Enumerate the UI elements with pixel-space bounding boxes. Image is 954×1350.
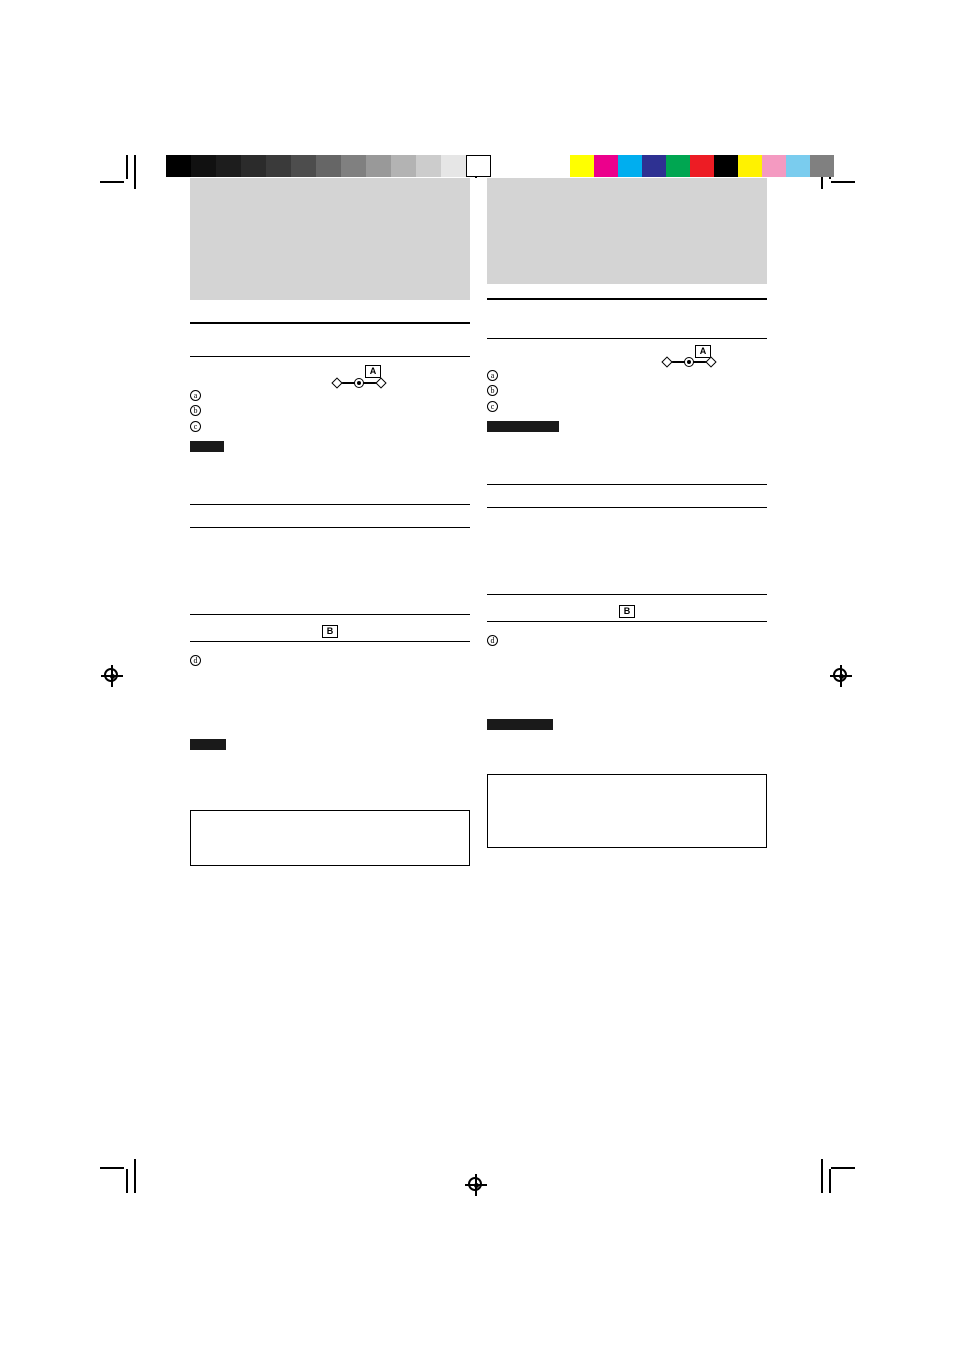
marker-circle-c: c — [190, 421, 201, 432]
callout-row-b — [487, 601, 767, 615]
callout-row-a — [487, 345, 767, 359]
list-item — [487, 380, 767, 396]
crop-mark-bottom-left — [100, 1155, 140, 1195]
marker-circle-d: d — [190, 655, 201, 666]
right-text-column — [487, 178, 767, 848]
marker-circle-d: d — [487, 635, 498, 646]
crop-mark-bottom-right — [815, 1155, 855, 1195]
process-color-control-bar — [570, 155, 834, 177]
callout-letter-b: B — [619, 605, 635, 618]
registration-target-left — [101, 665, 123, 687]
list-item — [190, 650, 470, 663]
connector-diagram — [663, 356, 715, 368]
crop-mark-top-left — [100, 155, 140, 195]
list-item — [190, 416, 470, 429]
callout-letter-a: A — [365, 365, 381, 378]
callout-letter-a: A — [695, 345, 711, 358]
marker-circle-a: a — [487, 370, 498, 381]
section-tag — [487, 719, 553, 730]
grayscale-step-wedge — [166, 155, 491, 177]
section-tag — [487, 421, 559, 432]
section-tag — [190, 739, 226, 750]
gray-tone-block-left — [190, 178, 470, 300]
callout-row-b — [190, 621, 470, 635]
note-box-left — [190, 810, 470, 866]
list-item — [487, 630, 767, 643]
callout-marker-list — [190, 385, 470, 429]
gray-tone-block-right — [487, 178, 767, 284]
left-text-column — [190, 178, 470, 866]
marker-circle-b: b — [190, 405, 201, 416]
list-item — [190, 400, 470, 416]
list-item — [487, 365, 767, 378]
marker-circle-b: b — [487, 385, 498, 396]
callout-marker-list-secondary — [190, 650, 470, 663]
callout-marker-list-secondary — [487, 630, 767, 643]
callout-letter-b: B — [322, 625, 338, 638]
list-item — [190, 385, 470, 398]
callout-row-a — [190, 365, 470, 379]
marker-circle-a: a — [190, 390, 201, 401]
marker-circle-c: c — [487, 401, 498, 412]
note-box-right — [487, 774, 767, 848]
list-item — [487, 396, 767, 409]
section-tag — [190, 441, 224, 452]
registration-target-bottom — [465, 1174, 487, 1196]
registration-target-right — [830, 665, 852, 687]
callout-marker-list — [487, 365, 767, 409]
connector-diagram — [333, 377, 385, 389]
